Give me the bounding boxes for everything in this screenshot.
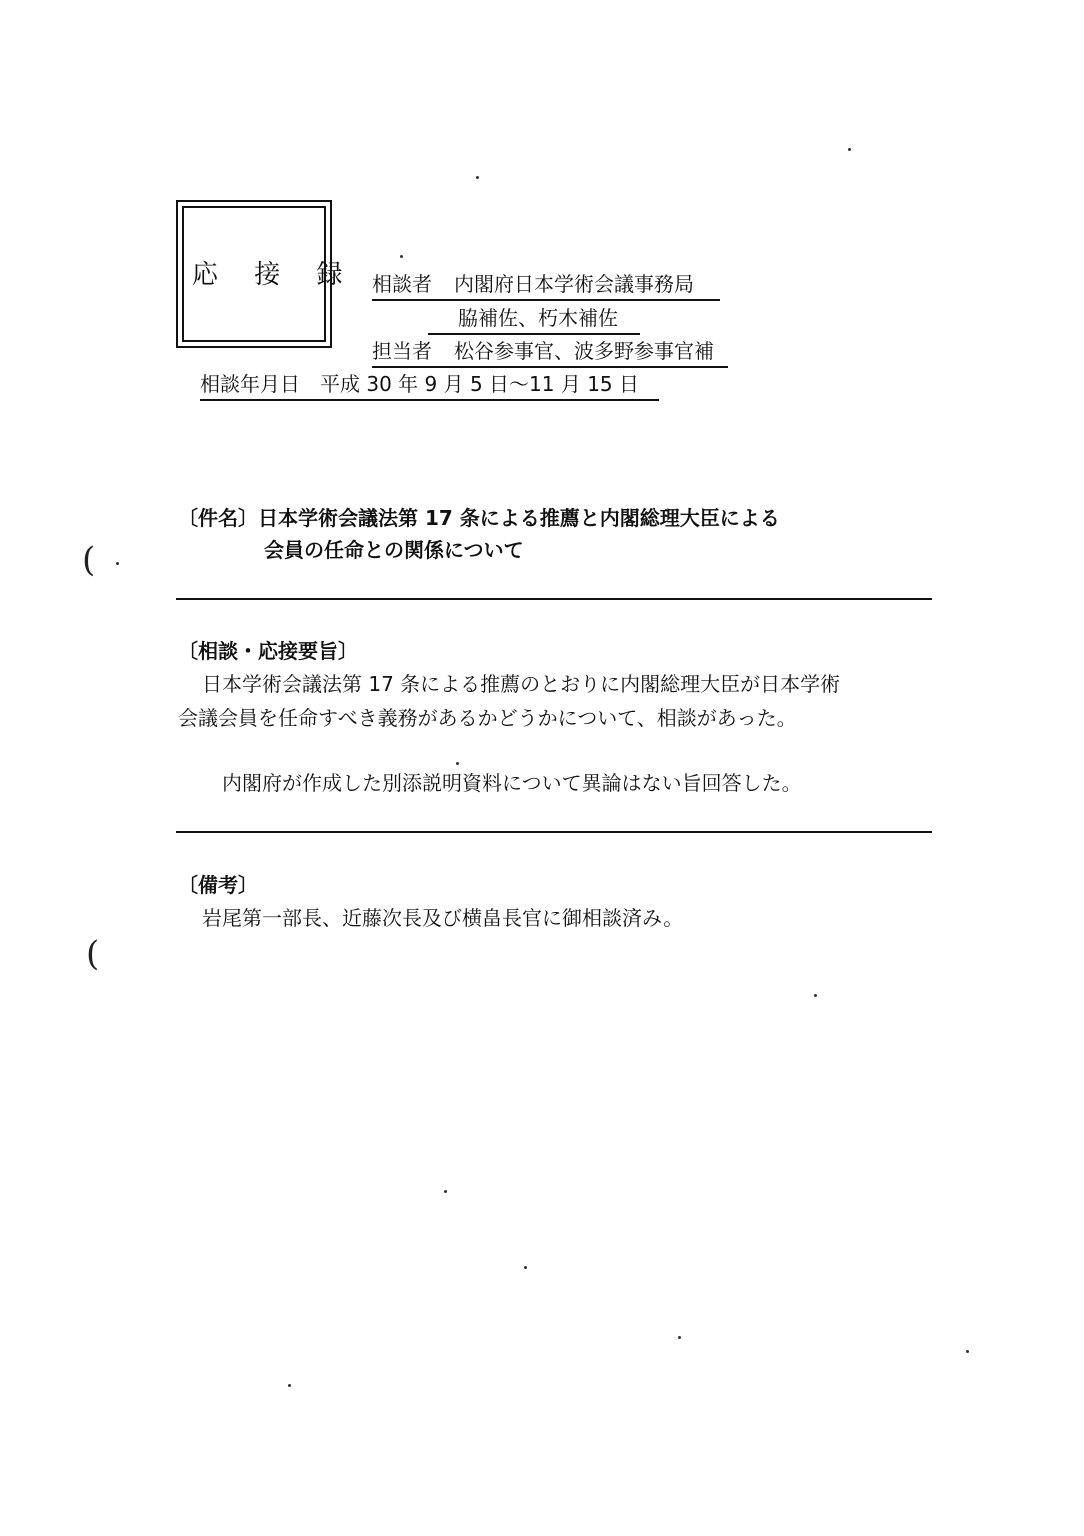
scan-speck [444,1190,447,1193]
scan-speck [400,255,403,258]
scan-speck [814,994,817,997]
margin-mark-1: ( [82,540,96,580]
scan-speck [848,148,851,151]
summary-heading: 〔相談・応接要旨〕 [178,639,358,663]
summary-para1-line2: 会議会員を任命すべき義務があるかどうかについて、相談があった。 [178,706,797,730]
subject-text-2: 会員の任命との関係について [264,538,524,562]
consultant-org: 内閣府日本学術会議事務局 [454,272,694,296]
consultant-line [372,274,720,294]
record-title: 応 接 録 [192,260,357,290]
scan-speck [116,562,119,565]
consultant-label: 相談者 [372,272,432,296]
subject-label: 〔件名〕 [178,506,258,530]
scan-speck [966,1350,969,1353]
consultant-people: 脇補佐、朽木補佐 [458,306,618,330]
consultant-people-line [428,308,640,328]
date-value: 平成 30 年 9 月 5 日～11 月 15 日 [320,372,640,396]
summary-para2: 内閣府が作成した別添説明資料について異論はない旨回答した。 [222,771,802,795]
scan-speck [678,1336,681,1339]
responder-line [372,341,728,361]
divider-1 [176,598,932,600]
remarks-heading: 〔備考〕 [178,873,258,897]
remarks-text: 岩尾第一部長、近藤次長及び横畠長官に御相談済み。 [202,906,684,930]
date-line [200,374,659,394]
scan-speck [524,1266,527,1269]
responder-people: 松谷参事官、波多野参事官補 [454,339,714,363]
record-title-box [176,200,357,348]
scan-speck [456,762,459,765]
summary-para1-line1: 日本学術会議法第 17 条による推薦のとおりに内閣総理大臣が日本学術 [202,672,841,696]
scan-speck [476,176,479,179]
margin-mark-2: ( [86,934,100,974]
subject-line-2 [264,540,524,560]
divider-2 [176,831,932,833]
subject-text-1: 日本学術会議法第 17 条による推薦と内閣総理大臣による [258,506,780,530]
subject-line-1 [178,508,780,528]
responder-label: 担当者 [372,339,432,363]
date-label: 相談年月日 [200,372,300,396]
scan-speck [288,1384,291,1387]
